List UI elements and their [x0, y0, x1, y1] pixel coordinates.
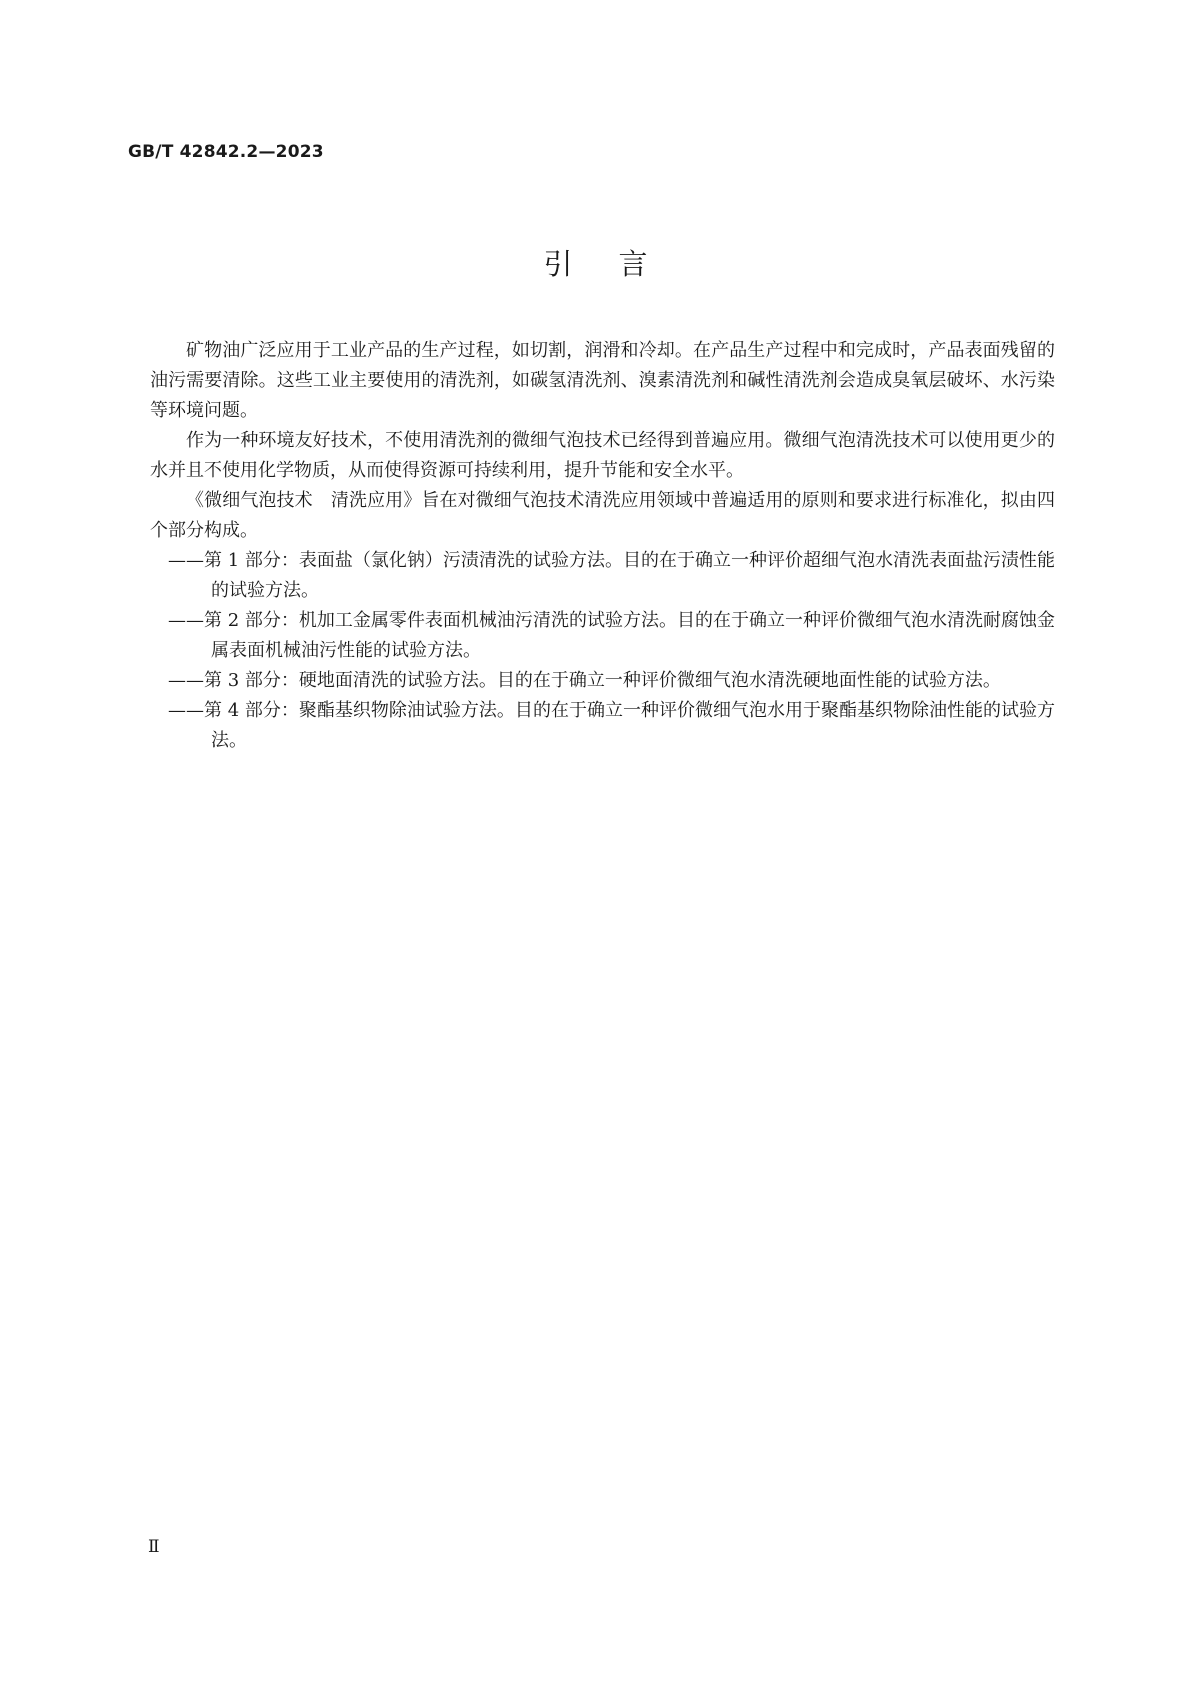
section-title: 引言 [543, 247, 694, 281]
intro-paragraph-1: 矿物油广泛应用于工业产品的生产过程，如切割，润滑和冷却。在产品生产过程中和完成时，产品表面残留的油污需要清除。这些工业主要使用的清洗剂，如碳氢清洗剂、溴素清洗剂和碱性清洗剂会造成臭氧层破坏、水污染等环境问题。 [150, 340, 1055, 421]
part-list-item-3: ——第 3 部分：硬地面清洗的试验方法。目的在于确立一种评价微细气泡水清洗硬地面性能的试验方法。 [168, 670, 1001, 691]
page-number: Ⅱ [148, 1537, 160, 1557]
part-list-item-2: ——第 2 部分：机加工金属零件表面机械油污清洗的试验方法。目的在于确立一种评价微细气泡水清洗耐腐蚀金属表面机械油污性能的试验方法。 [168, 610, 1055, 661]
introduction-body [150, 336, 1055, 756]
part-list-item-4: ——第 4 部分：聚酯基织物除油试验方法。目的在于确立一种评价微细气泡水用于聚酯基织物除油性能的试验方法。 [168, 700, 1055, 751]
intro-paragraph-2: 作为一种环境友好技术，不使用清洗剂的微细气泡技术已经得到普遍应用。微细气泡清洗技术可以使用更少的水并且不使用化学物质，从而使得资源可持续利用，提升节能和安全水平。 [150, 430, 1055, 481]
intro-paragraph-3: 《微细气泡技术 清洗应用》旨在对微细气泡技术清洗应用领域中普遍适用的原则和要求进行标准化，拟由四个部分构成。 [150, 490, 1055, 541]
part-list-item-1: ——第 1 部分：表面盐（氯化钠）污渍清洗的试验方法。目的在于确立一种评价超细气泡水清洗表面盐污渍性能的试验方法。 [168, 550, 1055, 601]
document-code: GB/T 42842.2—2023 [128, 142, 324, 162]
